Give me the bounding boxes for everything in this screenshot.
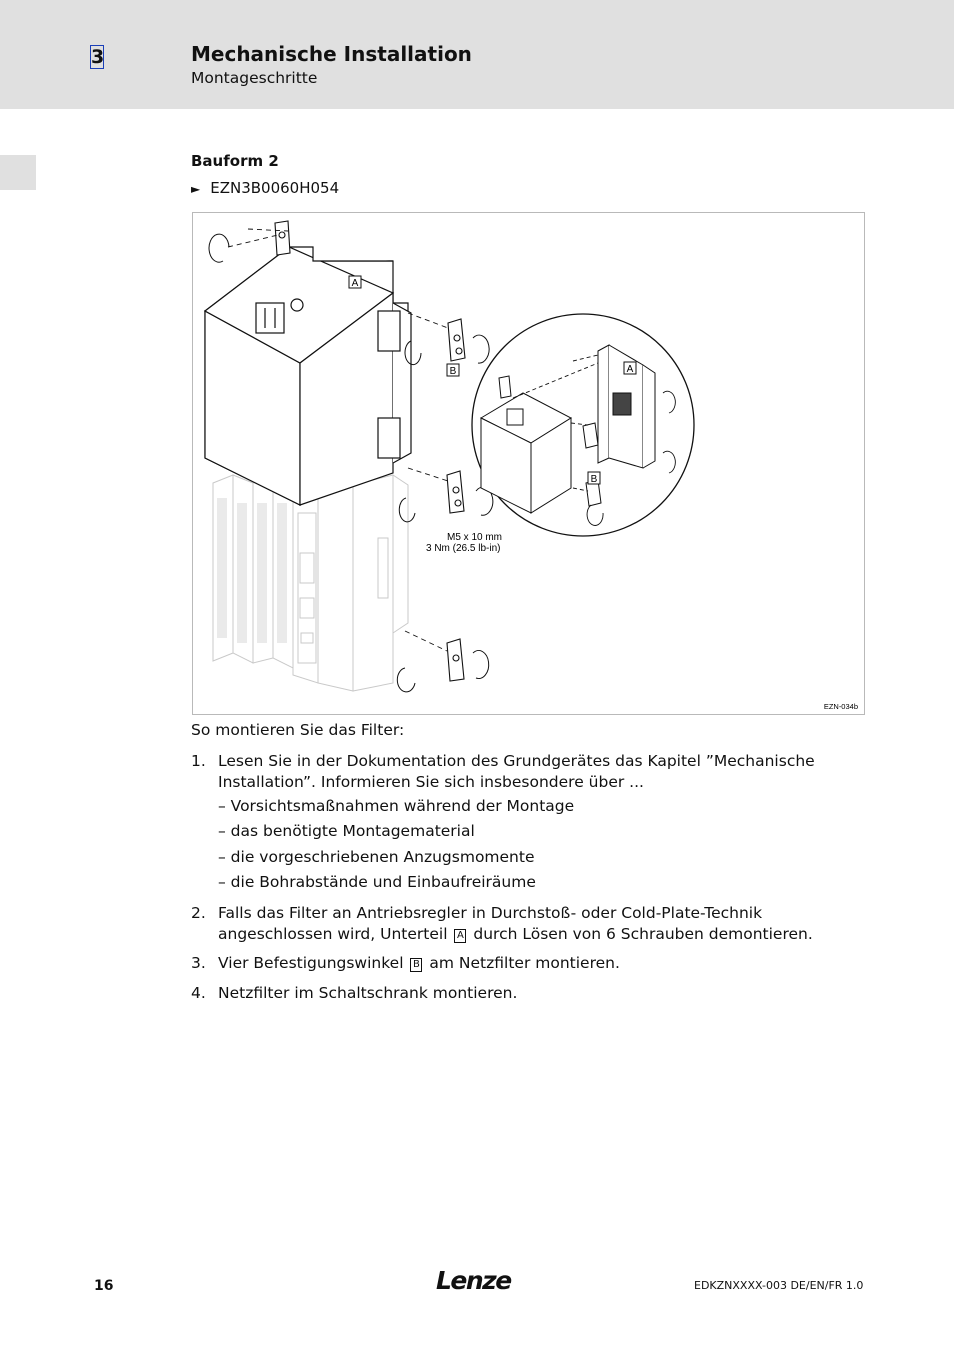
- inset-label-a: A: [626, 364, 634, 375]
- instructions-intro: So montieren Sie das Filter:: [191, 721, 405, 739]
- lenze-logo: Lenze: [436, 1266, 511, 1295]
- step-1-sub-item: – die Bohrabstände und Einbaufreiräume: [218, 873, 536, 891]
- label-a-inline: A: [454, 929, 466, 943]
- arrow-right-icon: ►: [191, 182, 201, 196]
- document-code: EDKZNXXXX-003 DE/EN/FR 1.0: [694, 1279, 864, 1292]
- filter-cabinet: [205, 247, 411, 505]
- step-1-sub-item: – das benötigte Montagematerial: [218, 822, 475, 840]
- model-line: [191, 179, 339, 197]
- step-number: 2.: [191, 904, 206, 922]
- step-number: 4.: [191, 984, 206, 1002]
- page-subtitle: Montageschritte: [191, 69, 318, 87]
- chapter-side-tab: [0, 155, 36, 190]
- step-number: 3.: [191, 954, 206, 972]
- label-b-inline: B: [410, 958, 422, 972]
- detail-inset: [472, 314, 694, 536]
- label-b: B: [449, 366, 457, 377]
- inset-label-b: B: [590, 474, 598, 485]
- chapter-number: 3: [91, 46, 105, 68]
- step-text: [218, 953, 858, 974]
- torque-spec: 3 Nm (26.5 lb-in): [426, 543, 501, 554]
- step-text: Lesen Sie in der Dokumentation des Grundgerätes das Kapitel ”Mechanische Installation”. Informieren Sie sich insbesondere über ...: [218, 752, 815, 791]
- model-number: EZN3B0060H054: [210, 179, 340, 197]
- step-text-part: am Netzfilter montieren.: [429, 954, 620, 972]
- mounting-drawing: [193, 213, 864, 714]
- vent-dots: [217, 498, 287, 643]
- section-heading: Bauform 2: [191, 152, 279, 170]
- step-number: 1.: [191, 752, 206, 770]
- step-text-part: Falls das Filter an Antriebsregler in Durchstoß- oder Cold-Plate-Technik angeschlossen wird, Unterteil: [218, 904, 763, 943]
- step-1-sub-item: – Vorsichtsmaßnahmen während der Montage: [218, 797, 575, 815]
- header-band: [0, 0, 954, 109]
- page-title: Mechanische Installation: [191, 42, 472, 66]
- step-text-part: durch Lösen von 6 Schrauben demontieren.: [473, 925, 813, 943]
- screw-spec: M5 x 10 mm: [447, 532, 503, 543]
- step-1-sub-item: – die vorgeschriebenen Anzugsmomente: [218, 848, 535, 866]
- figure-code: EZN-034b: [823, 702, 858, 711]
- mounting-illustration: [192, 212, 865, 715]
- step-text: Netzfilter im Schaltschrank montieren.: [218, 984, 518, 1002]
- label-a: A: [351, 278, 359, 289]
- page-number: 16: [94, 1278, 114, 1294]
- step-text: [218, 903, 858, 945]
- step-text-part: Vier Befestigungswinkel: [218, 954, 404, 972]
